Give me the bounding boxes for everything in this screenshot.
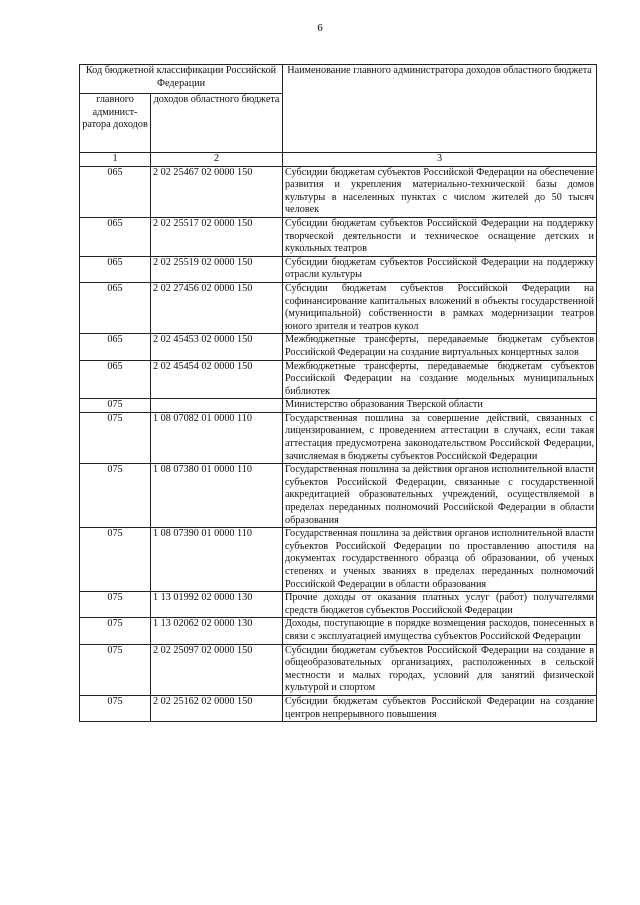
table-row xyxy=(80,618,597,644)
admin-code-cell: 065 xyxy=(80,217,151,256)
admin-code-cell: 075 xyxy=(80,528,151,592)
revenue-code-cell: 1 08 07082 01 0000 110 xyxy=(151,412,283,463)
table-row xyxy=(80,217,597,256)
revenue-name-cell: Субсидии бюджетам субъектов Российской Федерации на софинансирование капитальных вложений в объекты государственной (муниципальной) собственности в рамках модернизации театров юного зрителя и театров кукол xyxy=(283,282,597,333)
admin-code-cell: 065 xyxy=(80,166,151,217)
revenue-code-cell: 2 02 27456 02 0000 150 xyxy=(151,282,283,333)
budget-classification-table xyxy=(79,64,597,722)
header-revenue-column: доходов областного бюджета xyxy=(151,94,283,153)
revenue-code-cell: 1 13 02062 02 0000 130 xyxy=(151,618,283,644)
admin-code-cell: 075 xyxy=(80,399,151,413)
revenue-code-cell: 2 02 45453 02 0000 150 xyxy=(151,334,283,360)
revenue-code-cell: 2 02 45454 02 0000 150 xyxy=(151,360,283,399)
header-name: Наименование главного администратора доходов областного бюджета xyxy=(283,65,597,153)
table-section-row xyxy=(80,399,597,413)
table-row xyxy=(80,360,597,399)
table-row xyxy=(80,464,597,528)
revenue-name-cell: Государственная пошлина за действия органов исполнительной власти субъектов Российской Федерации по проставлению апостиля на документах государственного образца об образовании, об ученых степенях и ученых званиях в пределах переданных полномочий Российской Федерации в области образования xyxy=(283,528,597,592)
revenue-code-cell: 1 08 07380 01 0000 110 xyxy=(151,464,283,528)
table-row xyxy=(80,334,597,360)
header-code-group: Код бюджетной классификации Российской Федерации xyxy=(80,65,283,94)
revenue-name-cell: Государственная пошлина за совершение действий, связанных с лицензированием, с проведением аттестации в случаях, если такая аттестация предусмотрена законодательством Российской Федерации, зачисляемая в бюджеты субъектов Российской Федерации xyxy=(283,412,597,463)
revenue-name-cell: Субсидии бюджетам субъектов Российской Федерации на поддержку творческой деятельности и техническое оснащение детских и кукольных театров xyxy=(283,217,597,256)
column-number-2: 2 xyxy=(151,153,283,167)
revenue-name-cell: Министерство образования Тверской области xyxy=(283,399,597,413)
revenue-name-cell: Субсидии бюджетам субъектов Российской Федерации на создание центров непрерывного повышения xyxy=(283,695,597,721)
table-row xyxy=(80,528,597,592)
table-body xyxy=(80,166,597,722)
table-row xyxy=(80,282,597,333)
revenue-code-cell: 1 13 01992 02 0000 130 xyxy=(151,592,283,618)
table-row xyxy=(80,412,597,463)
admin-code-cell: 075 xyxy=(80,412,151,463)
admin-code-cell: 075 xyxy=(80,644,151,695)
revenue-code-cell: 1 08 07390 01 0000 110 xyxy=(151,528,283,592)
header-admin-column: главного админист-ратора доходов xyxy=(80,94,151,153)
revenue-name-cell: Прочие доходы от оказания платных услуг (работ) получателями средств бюджетов субъектов Российской Федерации xyxy=(283,592,597,618)
table-row xyxy=(80,644,597,695)
revenue-name-cell: Государственная пошлина за действия органов исполнительной власти субъектов Российской Федерации, связанные с государственной аккредитацией образовательных учреждений, осуществляемой в пределах переданных полномочий Российской Федерации в области образования xyxy=(283,464,597,528)
revenue-code-cell: 2 02 25467 02 0000 150 xyxy=(151,166,283,217)
revenue-name-cell: Субсидии бюджетам субъектов Российской Федерации на поддержку отрасли культуры xyxy=(283,256,597,282)
revenue-name-cell: Доходы, поступающие в порядке возмещения расходов, понесенных в связи с эксплуатацией имущества субъектов Российской Федерации xyxy=(283,618,597,644)
admin-code-cell: 065 xyxy=(80,334,151,360)
column-number-3: 3 xyxy=(283,153,597,167)
page-number: 6 xyxy=(317,22,323,34)
admin-code-cell: 075 xyxy=(80,618,151,644)
admin-code-cell: 075 xyxy=(80,695,151,721)
revenue-name-cell: Межбюджетные трансферты, передаваемые бюджетам субъектов Российской Федерации на создание модельных муниципальных библиотек xyxy=(283,360,597,399)
revenue-code-cell: 2 02 25517 02 0000 150 xyxy=(151,217,283,256)
revenue-code-cell: 2 02 25519 02 0000 150 xyxy=(151,256,283,282)
table-row xyxy=(80,592,597,618)
revenue-name-cell: Межбюджетные трансферты, передаваемые бюджетам субъектов Российской Федерации на создание виртуальных концертных залов xyxy=(283,334,597,360)
table-row xyxy=(80,256,597,282)
revenue-code-cell xyxy=(151,399,283,413)
admin-code-cell: 075 xyxy=(80,592,151,618)
admin-code-cell: 075 xyxy=(80,464,151,528)
admin-code-cell: 065 xyxy=(80,282,151,333)
column-number-1: 1 xyxy=(80,153,151,167)
revenue-code-cell: 2 02 25162 02 0000 150 xyxy=(151,695,283,721)
table-row xyxy=(80,166,597,217)
revenue-name-cell: Субсидии бюджетам субъектов Российской Федерации на обеспечение развития и укрепления материально-технической базы домов культуры в населенных пунктах с числом жителей до 50 тысяч человек xyxy=(283,166,597,217)
revenue-code-cell: 2 02 25097 02 0000 150 xyxy=(151,644,283,695)
table-row xyxy=(80,695,597,721)
admin-code-cell: 065 xyxy=(80,360,151,399)
revenue-name-cell: Субсидии бюджетам субъектов Российской Федерации на создание в общеобразовательных организациях, расположенных в сельской местности и малых городах, условий для занятий физической культурой и спортом xyxy=(283,644,597,695)
admin-code-cell: 065 xyxy=(80,256,151,282)
